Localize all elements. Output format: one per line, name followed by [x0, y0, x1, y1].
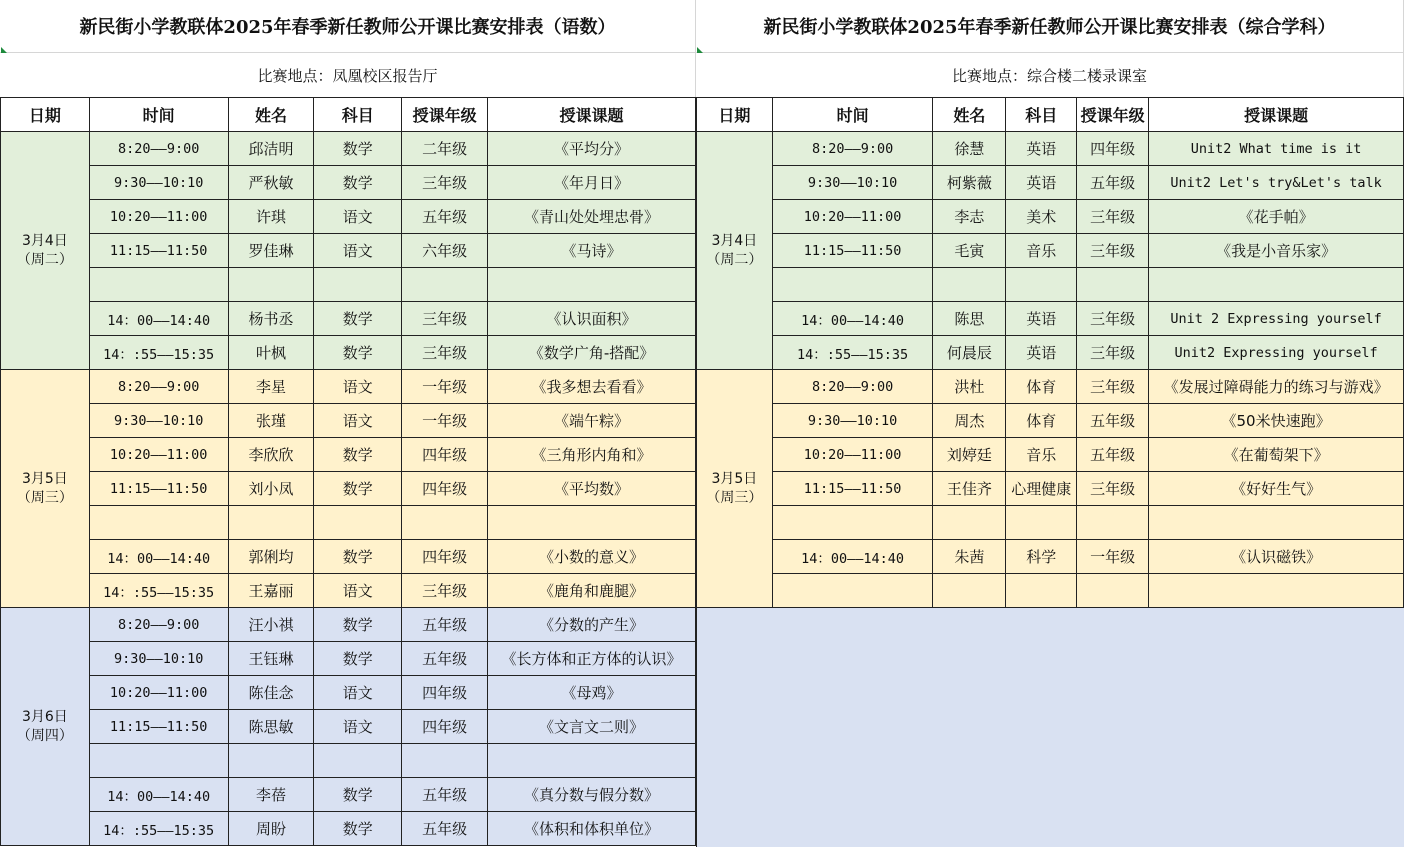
time-cell: 9:30——10:10	[89, 166, 228, 200]
subject-cell: 数学	[314, 438, 402, 472]
subject-cell: 语文	[314, 200, 402, 234]
table-row	[1, 336, 696, 370]
grade-cell: 四年级	[1077, 132, 1149, 166]
subject-cell: 英语	[1006, 336, 1077, 370]
subject-cell: 数学	[314, 642, 402, 676]
time-cell: 9:30——10:10	[89, 642, 228, 676]
subject-cell: 数学	[314, 608, 402, 642]
table-row	[697, 540, 1404, 574]
table-row	[1, 608, 696, 642]
subject-cell	[1006, 506, 1077, 540]
subject-cell: 英语	[1006, 302, 1077, 336]
time-cell	[89, 744, 228, 778]
subject-cell: 数学	[314, 472, 402, 506]
time-cell: 14：:55——15:35	[89, 336, 228, 370]
topic-cell: 《三角形内角和》	[488, 438, 696, 472]
topic-cell: 《我多想去看看》	[488, 370, 696, 404]
time-cell: 8:20——9:00	[89, 370, 228, 404]
topic-cell: 《端午粽》	[488, 404, 696, 438]
date-cell: 3月4日 （周二）	[697, 132, 773, 370]
topic-cell: Unit2 Let's try&Let's talk	[1149, 166, 1404, 200]
topic-cell: 《在葡萄架下》	[1149, 438, 1404, 472]
comprehensive-schedule	[696, 0, 1404, 847]
subject-cell: 数学	[314, 132, 402, 166]
teacher-cell	[228, 506, 314, 540]
grade-cell: 三年级	[402, 302, 488, 336]
date-cell: 3月4日 （周二）	[1, 132, 90, 370]
grade-cell: 三年级	[1077, 302, 1149, 336]
teacher-cell: 刘婷廷	[933, 438, 1006, 472]
grade-cell: 一年级	[402, 370, 488, 404]
time-cell: 14：00——14:40	[772, 302, 933, 336]
grade-cell: 五年级	[402, 608, 488, 642]
teacher-cell: 毛寅	[933, 234, 1006, 268]
column-header: 科目	[1006, 98, 1077, 132]
column-header: 姓名	[933, 98, 1006, 132]
title-text: 新民街小学教联体2025年春季新任教师公开课比赛安排表（综合学科）	[763, 17, 1336, 38]
teacher-cell: 徐慧	[933, 132, 1006, 166]
table-row	[1, 642, 696, 676]
grade-cell	[1077, 574, 1149, 608]
subject-cell: 语文	[314, 370, 402, 404]
teacher-cell	[933, 506, 1006, 540]
subject-cell: 数学	[314, 540, 402, 574]
subject-cell: 语文	[314, 676, 402, 710]
column-header: 姓名	[228, 98, 314, 132]
topic-cell: 《认识磁铁》	[1149, 540, 1404, 574]
topic-cell: 《平均数》	[488, 472, 696, 506]
table-row	[697, 132, 1404, 166]
table-row	[1, 268, 696, 302]
time-cell	[772, 574, 933, 608]
topic-cell: 《鹿角和鹿腿》	[488, 574, 696, 608]
time-cell: 8:20——9:00	[89, 608, 228, 642]
topic-cell	[488, 506, 696, 540]
date-cell: 3月5日 （周三）	[697, 370, 773, 608]
time-cell: 11:15——11:50	[772, 234, 933, 268]
teacher-cell: 杨书丞	[228, 302, 314, 336]
topic-cell: 《文言文二则》	[488, 710, 696, 744]
table-row	[1, 506, 696, 540]
date-cell: 3月5日 （周三）	[1, 370, 90, 608]
grade-cell: 二年级	[402, 132, 488, 166]
teacher-cell	[933, 574, 1006, 608]
teacher-cell: 王嘉丽	[228, 574, 314, 608]
subject-cell: 数学	[314, 302, 402, 336]
table-row	[1, 132, 696, 166]
teacher-cell: 许琪	[228, 200, 314, 234]
table-row	[697, 574, 1404, 608]
column-header: 授课年级	[1077, 98, 1149, 132]
subject-cell	[1006, 268, 1077, 302]
grade-cell: 一年级	[1077, 540, 1149, 574]
subject-cell: 音乐	[1006, 438, 1077, 472]
teacher-cell: 洪杜	[933, 370, 1006, 404]
grade-cell	[402, 744, 488, 778]
table-row	[1, 404, 696, 438]
table-row	[1, 438, 696, 472]
table-row	[697, 200, 1404, 234]
grade-cell: 三年级	[1077, 336, 1149, 370]
column-header: 授课课题	[1149, 98, 1404, 132]
teacher-cell: 周杰	[933, 404, 1006, 438]
subject-cell: 科学	[1006, 540, 1077, 574]
grade-cell: 五年级	[402, 812, 488, 846]
grade-cell: 三年级	[1077, 472, 1149, 506]
table-row	[697, 166, 1404, 200]
time-cell: 14：00——14:40	[772, 540, 933, 574]
subject-cell: 美术	[1006, 200, 1077, 234]
page-title	[696, 0, 1404, 53]
table-row	[1, 200, 696, 234]
subject-cell	[314, 744, 402, 778]
subject-cell: 语文	[314, 574, 402, 608]
topic-cell: 《好好生气》	[1149, 472, 1404, 506]
topic-cell	[1149, 268, 1404, 302]
grade-cell: 五年级	[1077, 404, 1149, 438]
teacher-cell: 李星	[228, 370, 314, 404]
subject-cell: 语文	[314, 710, 402, 744]
language-math-schedule	[0, 0, 696, 847]
table-row	[1, 676, 696, 710]
grade-cell: 六年级	[402, 234, 488, 268]
table-row	[1, 574, 696, 608]
empty-area	[696, 608, 1404, 847]
teacher-cell: 朱茜	[933, 540, 1006, 574]
time-cell: 8:20——9:00	[89, 132, 228, 166]
teacher-cell: 陈佳念	[228, 676, 314, 710]
topic-cell: 《年月日》	[488, 166, 696, 200]
teacher-cell: 汪小祺	[228, 608, 314, 642]
topic-cell	[488, 744, 696, 778]
topic-cell: 《青山处处埋忠骨》	[488, 200, 696, 234]
grade-cell: 三年级	[1077, 370, 1149, 404]
table-row	[697, 336, 1404, 370]
venue-line: 比赛地点：综合楼二楼录课室	[696, 53, 1404, 97]
topic-cell	[1149, 574, 1404, 608]
column-header: 日期	[697, 98, 773, 132]
grade-cell: 三年级	[402, 574, 488, 608]
grade-cell	[1077, 268, 1149, 302]
table-row	[1, 540, 696, 574]
time-cell: 11:15——11:50	[89, 710, 228, 744]
grade-cell: 三年级	[1077, 200, 1149, 234]
time-cell	[89, 506, 228, 540]
time-cell: 10:20——11:00	[89, 200, 228, 234]
topic-cell: 《体积和体积单位》	[488, 812, 696, 846]
topic-cell: 《真分数与假分数》	[488, 778, 696, 812]
grade-cell: 四年级	[402, 710, 488, 744]
topic-cell: Unit2 Expressing yourself	[1149, 336, 1404, 370]
time-cell: 14：:55——15:35	[772, 336, 933, 370]
grade-cell: 三年级	[1077, 234, 1149, 268]
table-row	[1, 778, 696, 812]
time-cell: 11:15——11:50	[772, 472, 933, 506]
time-cell: 11:15——11:50	[89, 234, 228, 268]
time-cell	[89, 268, 228, 302]
table-row	[1, 710, 696, 744]
table-row	[1, 472, 696, 506]
topic-cell: Unit 2 Expressing yourself	[1149, 302, 1404, 336]
grade-cell: 五年级	[402, 642, 488, 676]
cell-marker-icon	[1, 47, 7, 53]
table-row	[1, 370, 696, 404]
teacher-cell: 郭俐均	[228, 540, 314, 574]
subject-cell: 体育	[1006, 404, 1077, 438]
grade-cell: 五年级	[402, 778, 488, 812]
header-row	[697, 98, 1404, 132]
grade-cell: 四年级	[402, 472, 488, 506]
teacher-cell: 李蓓	[228, 778, 314, 812]
time-cell: 9:30——10:10	[772, 404, 933, 438]
time-cell: 14：:55——15:35	[89, 812, 228, 846]
subject-cell: 英语	[1006, 132, 1077, 166]
topic-cell	[1149, 506, 1404, 540]
header-row	[1, 98, 696, 132]
column-header: 日期	[1, 98, 90, 132]
grade-cell: 五年级	[1077, 166, 1149, 200]
teacher-cell: 邱洁明	[228, 132, 314, 166]
table-row	[697, 438, 1404, 472]
grade-cell: 一年级	[402, 404, 488, 438]
table-row	[697, 268, 1404, 302]
subject-cell	[314, 268, 402, 302]
teacher-cell: 陈思敏	[228, 710, 314, 744]
time-cell: 10:20——11:00	[89, 676, 228, 710]
time-cell: 14：00——14:40	[89, 540, 228, 574]
teacher-cell	[933, 268, 1006, 302]
topic-cell: 《数学广角-搭配》	[488, 336, 696, 370]
column-header: 时间	[89, 98, 228, 132]
subject-cell	[1006, 574, 1077, 608]
topic-cell: 《马诗》	[488, 234, 696, 268]
grade-cell: 五年级	[1077, 438, 1149, 472]
teacher-cell: 叶枫	[228, 336, 314, 370]
table-row	[1, 744, 696, 778]
time-cell: 10:20——11:00	[89, 438, 228, 472]
grade-cell: 四年级	[402, 540, 488, 574]
topic-cell: Unit2 What time is it	[1149, 132, 1404, 166]
teacher-cell: 王佳齐	[933, 472, 1006, 506]
title-text: 新民街小学教联体2025年春季新任教师公开课比赛安排表（语数）	[79, 17, 616, 38]
cell-marker-icon	[697, 47, 703, 53]
topic-cell: 《花手帕》	[1149, 200, 1404, 234]
grade-cell: 四年级	[402, 438, 488, 472]
time-cell: 9:30——10:10	[89, 404, 228, 438]
grade-cell	[402, 506, 488, 540]
time-cell: 8:20——9:00	[772, 370, 933, 404]
table-row	[1, 166, 696, 200]
schedule-table	[696, 97, 1404, 608]
teacher-cell: 柯紫薇	[933, 166, 1006, 200]
time-cell	[772, 268, 933, 302]
table-row	[697, 404, 1404, 438]
time-cell: 14：00——14:40	[89, 302, 228, 336]
topic-cell: 《长方体和正方体的认识》	[488, 642, 696, 676]
table-row	[697, 472, 1404, 506]
subject-cell: 语文	[314, 234, 402, 268]
subject-cell: 体育	[1006, 370, 1077, 404]
grade-cell	[402, 268, 488, 302]
grade-cell: 三年级	[402, 166, 488, 200]
teacher-cell: 周盼	[228, 812, 314, 846]
grade-cell: 五年级	[402, 200, 488, 234]
topic-cell: 《发展过障碍能力的练习与游戏》	[1149, 370, 1404, 404]
subject-cell: 数学	[314, 812, 402, 846]
table-row	[1, 812, 696, 846]
schedule-table	[0, 97, 696, 846]
teacher-cell	[228, 268, 314, 302]
table-row	[697, 302, 1404, 336]
subject-cell: 英语	[1006, 166, 1077, 200]
teacher-cell	[228, 744, 314, 778]
time-cell: 14：00——14:40	[89, 778, 228, 812]
teacher-cell: 刘小凤	[228, 472, 314, 506]
grade-cell	[1077, 506, 1149, 540]
teacher-cell: 严秋敏	[228, 166, 314, 200]
teacher-cell: 陈思	[933, 302, 1006, 336]
time-cell: 11:15——11:50	[89, 472, 228, 506]
time-cell: 9:30——10:10	[772, 166, 933, 200]
table-row	[697, 234, 1404, 268]
subject-cell: 音乐	[1006, 234, 1077, 268]
topic-cell	[488, 268, 696, 302]
column-header: 时间	[772, 98, 933, 132]
teacher-cell: 张瑾	[228, 404, 314, 438]
table-row	[697, 370, 1404, 404]
time-cell	[772, 506, 933, 540]
subject-cell: 数学	[314, 778, 402, 812]
time-cell: 14：:55——15:35	[89, 574, 228, 608]
column-header: 科目	[314, 98, 402, 132]
time-cell: 8:20——9:00	[772, 132, 933, 166]
teacher-cell: 李志	[933, 200, 1006, 234]
column-header: 授课年级	[402, 98, 488, 132]
table-row	[697, 506, 1404, 540]
grade-cell: 四年级	[402, 676, 488, 710]
teacher-cell: 李欣欣	[228, 438, 314, 472]
table-row	[1, 302, 696, 336]
teacher-cell: 罗佳琳	[228, 234, 314, 268]
page-title	[0, 0, 696, 53]
topic-cell: 《我是小音乐家》	[1149, 234, 1404, 268]
topic-cell: 《50米快速跑》	[1149, 404, 1404, 438]
column-header: 授课课题	[488, 98, 696, 132]
date-cell: 3月6日 （周四）	[1, 608, 90, 846]
venue-line: 比赛地点：凤凰校区报告厅	[0, 53, 696, 97]
subject-cell: 语文	[314, 404, 402, 438]
time-cell: 10:20——11:00	[772, 200, 933, 234]
topic-cell: 《分数的产生》	[488, 608, 696, 642]
topic-cell: 《平均分》	[488, 132, 696, 166]
topic-cell: 《认识面积》	[488, 302, 696, 336]
subject-cell: 数学	[314, 336, 402, 370]
table-row	[1, 234, 696, 268]
subject-cell: 心理健康	[1006, 472, 1077, 506]
subject-cell: 数学	[314, 166, 402, 200]
grade-cell: 三年级	[402, 336, 488, 370]
time-cell: 10:20——11:00	[772, 438, 933, 472]
teacher-cell: 何晨辰	[933, 336, 1006, 370]
topic-cell: 《小数的意义》	[488, 540, 696, 574]
subject-cell	[314, 506, 402, 540]
teacher-cell: 王钰琳	[228, 642, 314, 676]
topic-cell: 《母鸡》	[488, 676, 696, 710]
